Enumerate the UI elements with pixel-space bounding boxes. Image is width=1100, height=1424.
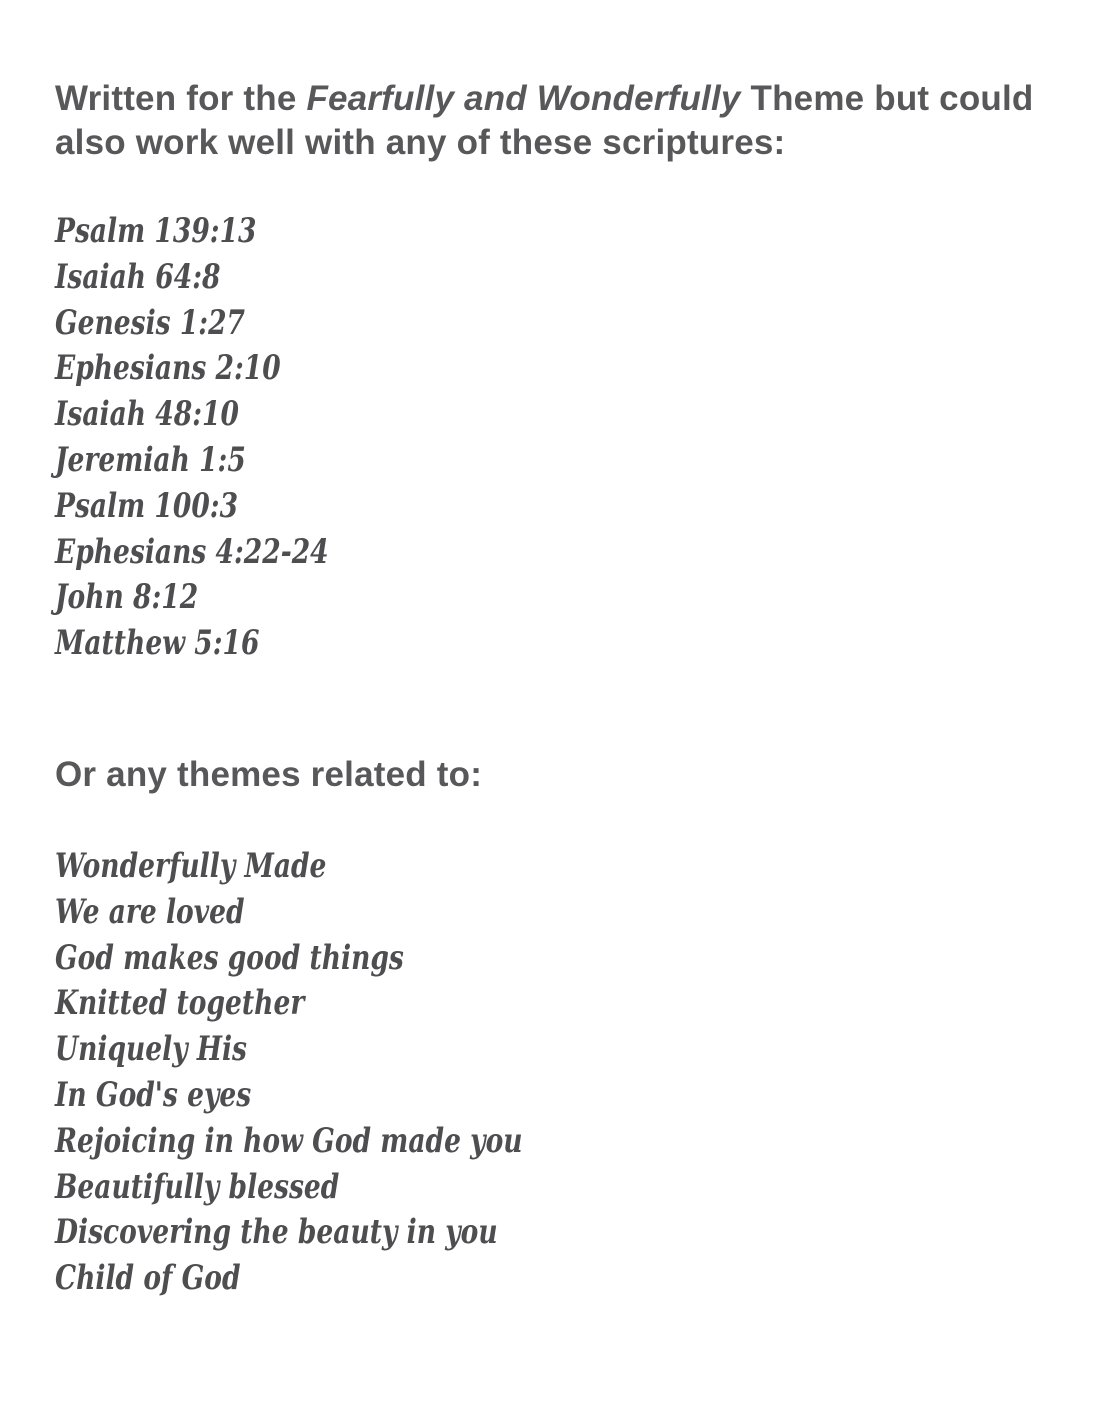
scripture-item-text: Psalm 100:3 [55, 485, 239, 526]
scripture-item-text: John 8:12 [55, 577, 199, 618]
intro-heading-line1-suffix: Theme but could [740, 79, 1034, 118]
scripture-item [55, 438, 1060, 484]
theme-item [55, 1027, 1060, 1073]
scripture-list [55, 209, 1060, 667]
scripture-item [55, 621, 1060, 667]
scripture-item-text: Ephesians 2:10 [55, 348, 281, 389]
intro-heading-theme-name: Fearfully and Wonderfully [306, 79, 741, 118]
scripture-item [55, 392, 1060, 438]
theme-item [55, 1210, 1060, 1256]
scripture-item [55, 530, 1060, 576]
scripture-item-text: Isaiah 64:8 [55, 256, 221, 297]
scripture-item-text: Isaiah 48:10 [55, 394, 239, 435]
intro-heading [55, 0, 1060, 165]
scripture-item-text: Ephesians 4:22-24 [55, 531, 329, 572]
scripture-item [55, 255, 1060, 301]
intro-heading-line1-prefix: Written for the [55, 79, 307, 118]
theme-item-text: God makes good things [55, 937, 404, 978]
scripture-item-text: Jeremiah 1:5 [55, 439, 246, 480]
theme-item [55, 981, 1060, 1027]
themes-heading: Or any themes related to: [55, 754, 483, 794]
scripture-item [55, 301, 1060, 347]
scripture-item-text: Matthew 5:16 [55, 623, 260, 664]
scripture-item [55, 209, 1060, 255]
theme-item-text: We are loved [55, 891, 245, 932]
theme-item [55, 844, 1060, 890]
theme-item [55, 1119, 1060, 1165]
theme-item-text: Child of God [55, 1258, 241, 1299]
theme-item-text: Uniquely His [55, 1029, 247, 1070]
theme-item-text: Beautifully blessed [55, 1166, 340, 1207]
scripture-item [55, 575, 1060, 621]
scripture-item-text: Psalm 139:13 [55, 211, 257, 251]
theme-item-text: Discovering the beauty in you [55, 1212, 498, 1253]
scripture-item-text: Genesis 1:27 [55, 302, 245, 343]
theme-item [55, 1073, 1060, 1119]
theme-item [55, 936, 1060, 982]
theme-item [55, 1165, 1060, 1211]
scripture-item [55, 346, 1060, 392]
theme-item-text: Knitted together [55, 983, 305, 1024]
theme-item-text: Rejoicing in how God made you [55, 1120, 523, 1161]
theme-item [55, 1256, 1060, 1302]
themes-list [55, 844, 1060, 1302]
intro-heading-line2: also work well with any of these scriptures: [55, 123, 786, 162]
theme-item-text: In God's eyes [55, 1074, 252, 1115]
theme-item-text: Wonderfully Made [55, 845, 327, 886]
theme-item [55, 890, 1060, 936]
scripture-item [55, 484, 1060, 530]
